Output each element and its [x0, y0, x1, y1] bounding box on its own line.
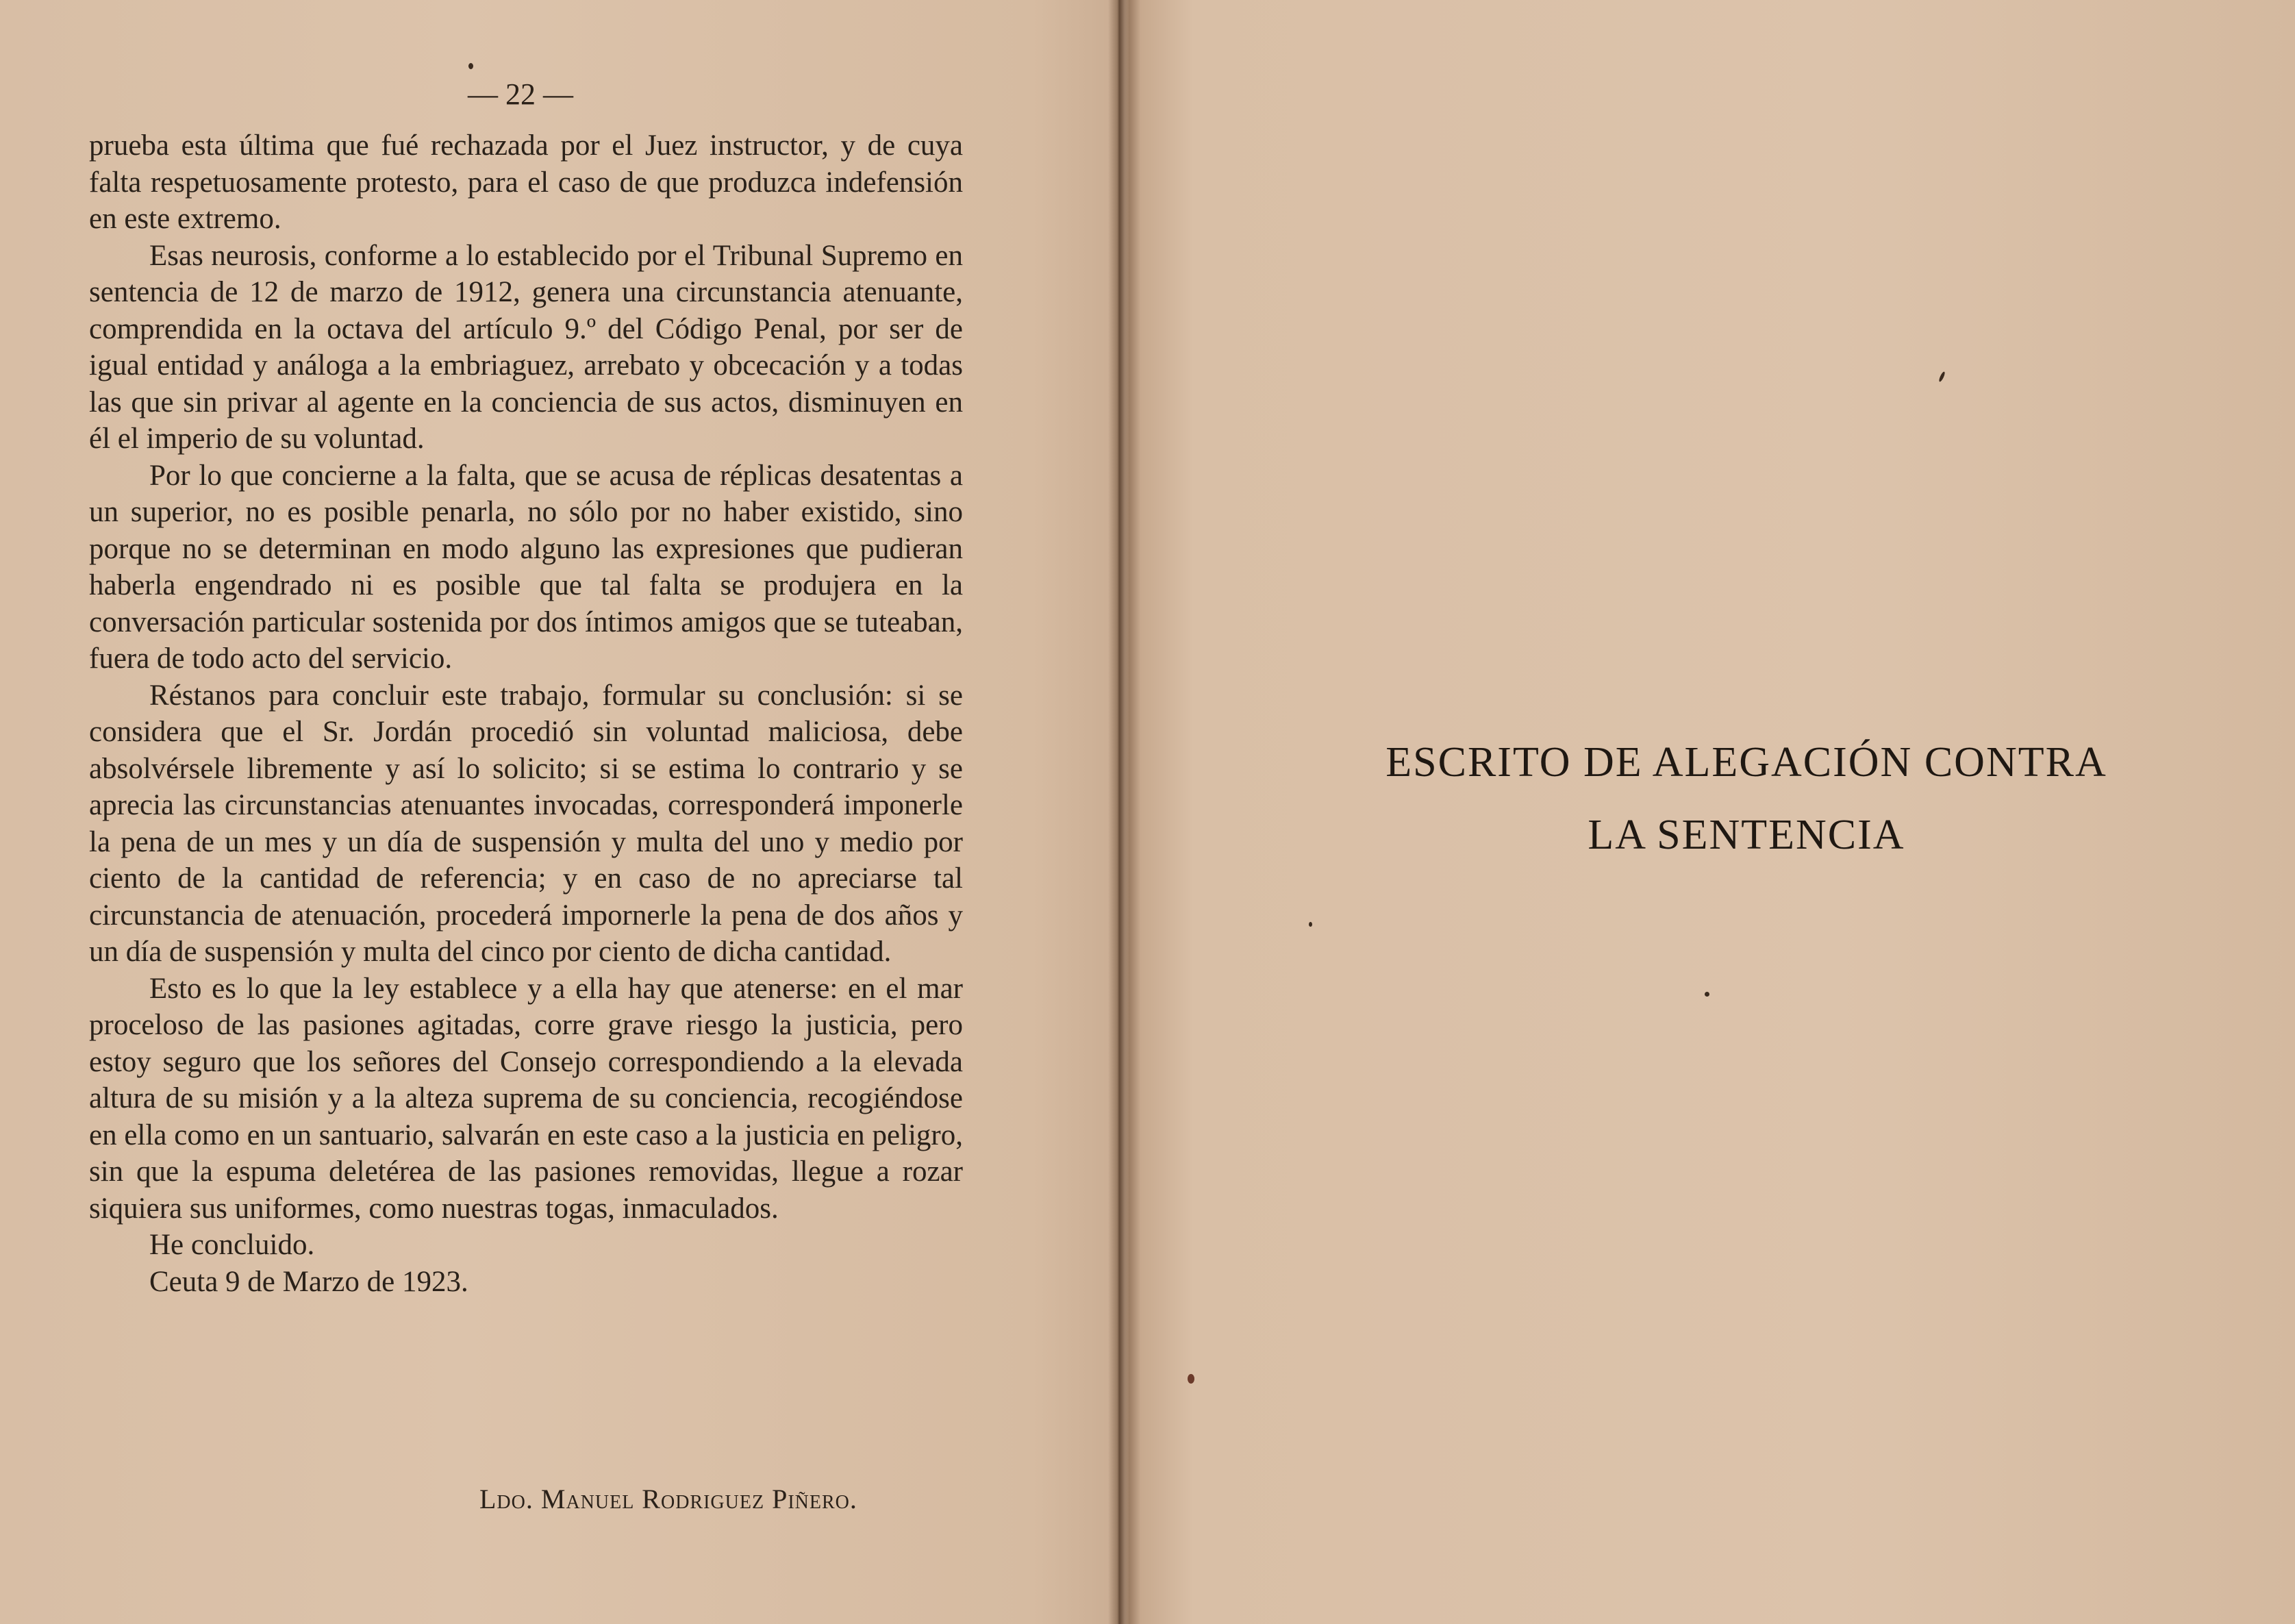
signature: Ldo. Manuel Rodriguez Piñero. — [479, 1484, 857, 1514]
paper-speck — [1309, 922, 1312, 927]
closing-line: He concluido. — [149, 1229, 315, 1261]
paragraph: Esto es lo que la ley establece y a ella hay que atenerse: en el mar proceloso de las pasiones agitadas, corre grave riesgo la justicia, pero estoy seguro que los señores del Consejo correspondiendo a la elevada altura de su misión y a la alteza suprema de su conciencia, recogiéndose en ella como en un santuario, salvarán en este caso a la justicia en peligro, sin que la espuma deletérea de las pasiones removidas, llegue a rozar siquiera sus uniformes, como nuestras togas, inmaculados. — [89, 972, 963, 1225]
paragraph: Réstanos para concluir este trabajo, formular su conclusión: si se considera que el Sr. Jordán procedió sin voluntad maliciosa, debe absolvérsele libremente y así lo solicito; si se estima lo contrario y se aprecia las circunstancias atenuantes invocadas, corresponderá imponerle la pena de un mes y un día de suspensión y multa del uno y medio por ciento de la cantidad de referencia; y en caso de no apreciarse tal circunstancia de atenuación, procederá impornerle la pena de dos años y un día de suspensión y multa del cinco por ciento de dicha cantidad. — [89, 679, 963, 968]
paragraph: Esas neurosis, conforme a lo establecido por el Tribunal Supremo en sentencia de 12 de marzo de 1912, genera una circunstancia atenuante, comprendida en la octava del artículo 9.º del Código Penal, por ser de igual entidad y análoga a la embriaguez, arrebato y obcecación y a todas las que sin privar al agente en la conciencia de sus actos, disminuyen en él el imperio de su voluntad. — [89, 239, 963, 455]
page-number: — 22 — — [468, 77, 573, 111]
place-date-line: Ceuta 9 de Marzo de 1923. — [149, 1265, 468, 1298]
paper-speck — [468, 63, 473, 69]
paper-speck — [1188, 1374, 1194, 1384]
paragraph: prueba esta última que fué rechazada por el Juez instructor, y de cuya falta respetuosamente protesto, para el caso de que produzca indefensión en este extremo. — [89, 129, 963, 235]
right-page — [1127, 0, 2295, 1624]
body-text — [89, 127, 963, 1300]
book-gutter — [1108, 0, 1129, 1624]
paragraph: Por lo que concierne a la falta, que se acusa de réplicas desatentas a un superior, no es posible penarla, no sólo por no haber existido, sino porque no se determinan en modo alguno las expresiones que pudieran haberla engendrado ni es posible que tal falta se produjera en la conversación particular sostenida por dos íntimos amigos que se tuteaban, fuera de todo acto del servicio. — [89, 459, 963, 675]
section-title — [1325, 726, 2168, 871]
left-page — [0, 0, 1116, 1624]
section-title-line: ESCRITO DE ALEGACIÓN CONTRA — [1385, 739, 2107, 786]
paper-speck — [1705, 992, 1709, 997]
section-title-line: LA SENTENCIA — [1588, 812, 1905, 858]
